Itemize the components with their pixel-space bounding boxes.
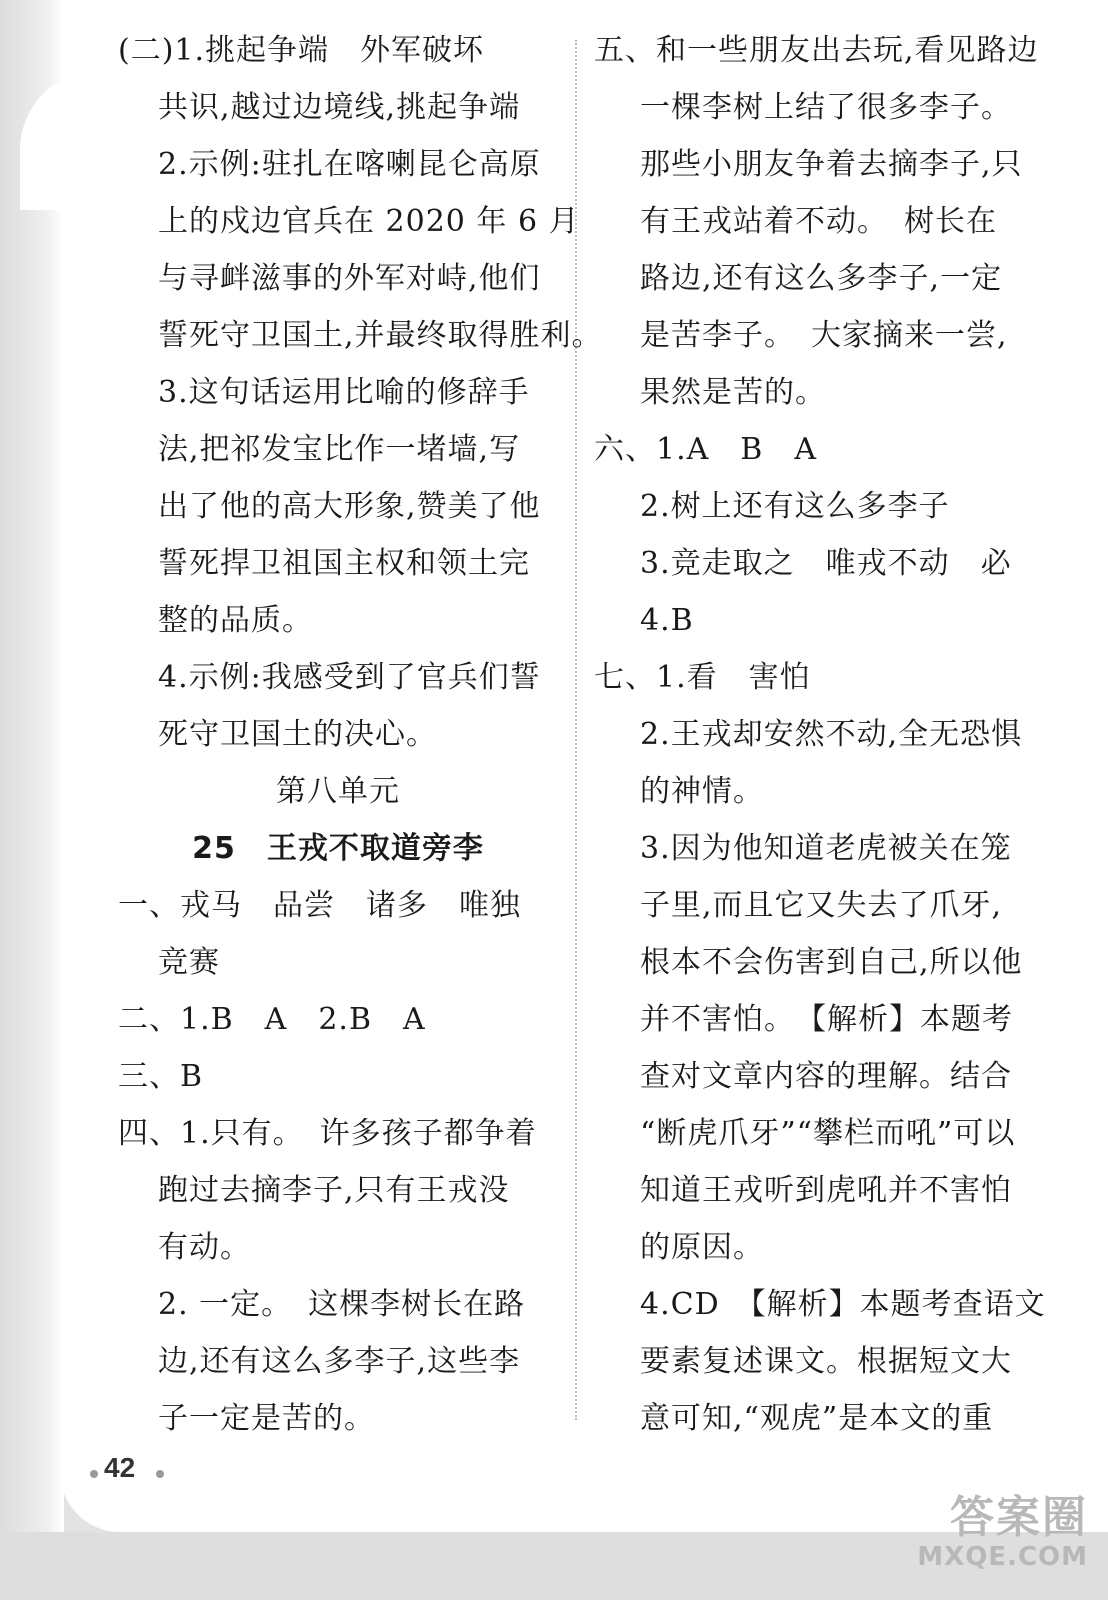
answer-line: 的原因。 — [640, 1230, 764, 1265]
answer-line: 有动。 — [158, 1230, 251, 1265]
answer-line: 要素复述课文。根据短文大 — [640, 1344, 1012, 1379]
answer-line: 查对文章内容的理解。结合 — [640, 1059, 1012, 1094]
answer-line: 四、1.只有。 许多孩子都争着 — [118, 1116, 537, 1151]
answer-line: 意可知,“观虎”是本文的重 — [640, 1401, 994, 1436]
answer-line: 2.王戎却安然不动,全无恐惧 — [640, 717, 1023, 752]
answer-line: 3.因为他知道老虎被关在笼 — [640, 831, 1012, 866]
page-edge-shadow — [0, 0, 64, 1532]
answer-line: 路边,还有这么多李子,一定 — [640, 261, 1003, 296]
answer-line: 3.竞走取之 唯戎不动 必 — [640, 546, 1012, 581]
answer-line: 一棵李树上结了很多李子。 — [640, 90, 1012, 125]
answer-line: (二)1.挑起争端 外军破坏 — [118, 33, 485, 68]
answer-line: 并不害怕。 【解析】本题考 — [640, 1002, 1013, 1037]
answer-line: 誓死捍卫祖国主权和领土完 — [158, 546, 530, 581]
page-number: 42 — [104, 1452, 136, 1483]
answer-line: 竞赛 — [158, 945, 220, 980]
answer-line: 根本不会伤害到自己,所以他 — [640, 945, 1023, 980]
answer-line: 3.这句话运用比喻的修辞手 — [158, 375, 530, 410]
answer-line: 有王戎站着不动。 树长在 — [640, 204, 997, 239]
answer-line: 六、1.A B A — [594, 432, 817, 467]
answer-line: 2.树上还有这么多李子 — [640, 489, 950, 524]
answer-line: 那些小朋友争着去摘李子,只 — [640, 147, 1023, 182]
answer-line: 子里,而且它又失去了爪牙, — [640, 888, 1003, 923]
answer-line: 4.B — [640, 603, 694, 638]
left-column — [118, 22, 603, 1447]
answer-line: 死守卫国土的决心。 — [158, 717, 437, 752]
page-number-dot-right — [156, 1470, 164, 1478]
watermark-url: MXQE.COM — [917, 1542, 1088, 1572]
answer-line: 共识,越过边境线,挑起争端 — [158, 90, 521, 125]
answer-line: 五、和一些朋友出去玩,看见路边 — [594, 33, 1039, 68]
answer-line: 七、1.看 害怕 — [594, 660, 811, 695]
page-number-dot-left — [90, 1470, 98, 1478]
answer-line: 二、1.B A 2.B A — [118, 1002, 426, 1037]
answer-line: 2.示例:驻扎在喀喇昆仑高原 — [158, 147, 541, 182]
answer-line: 子一定是苦的。 — [158, 1401, 375, 1436]
answer-line: 果然是苦的。 — [640, 375, 826, 410]
right-column — [594, 22, 1044, 1447]
answer-line: 跑过去摘李子,只有王戎没 — [158, 1173, 510, 1208]
answer-line: 4.CD 【解析】本题考查语文 — [640, 1287, 1046, 1322]
answer-line: 的神情。 — [640, 774, 764, 809]
answer-line: 知道王戎听到虎吼并不害怕 — [640, 1173, 1012, 1208]
answer-line: 25 王戎不取道旁李 — [192, 831, 484, 866]
answer-line: 4.示例:我感受到了官兵们誓 — [158, 660, 541, 695]
answer-line: 与寻衅滋事的外军对峙,他们 — [158, 261, 541, 296]
answer-line: 誓死守卫国土,并最终取得胜利。 — [158, 318, 603, 353]
answer-line: 是苦李子。 大家摘来一尝, — [640, 318, 1008, 353]
answer-line: 边,还有这么多李子,这些李 — [158, 1344, 521, 1379]
answer-line: 出了他的高大形象,赞美了他 — [158, 489, 541, 524]
answer-line: 一、戎马 品尝 诸多 唯独 — [118, 888, 521, 923]
answer-line: 法,把祁发宝比作一堵墙,写 — [158, 432, 521, 467]
answer-line: 2. 一定。 这棵李树长在路 — [158, 1287, 526, 1322]
answer-line: 整的品质。 — [158, 603, 313, 638]
answer-line: 第八单元 — [276, 774, 400, 809]
answer-line: 上的戍边官兵在 2020 年 6 月 — [158, 204, 580, 239]
watermark — [917, 1494, 1088, 1572]
watermark-logo-text: 答案圈 — [950, 1492, 1088, 1543]
answer-line: 三、B — [118, 1059, 204, 1094]
answer-line: “断虎爪牙”“攀栏而吼”可以 — [640, 1116, 1016, 1151]
